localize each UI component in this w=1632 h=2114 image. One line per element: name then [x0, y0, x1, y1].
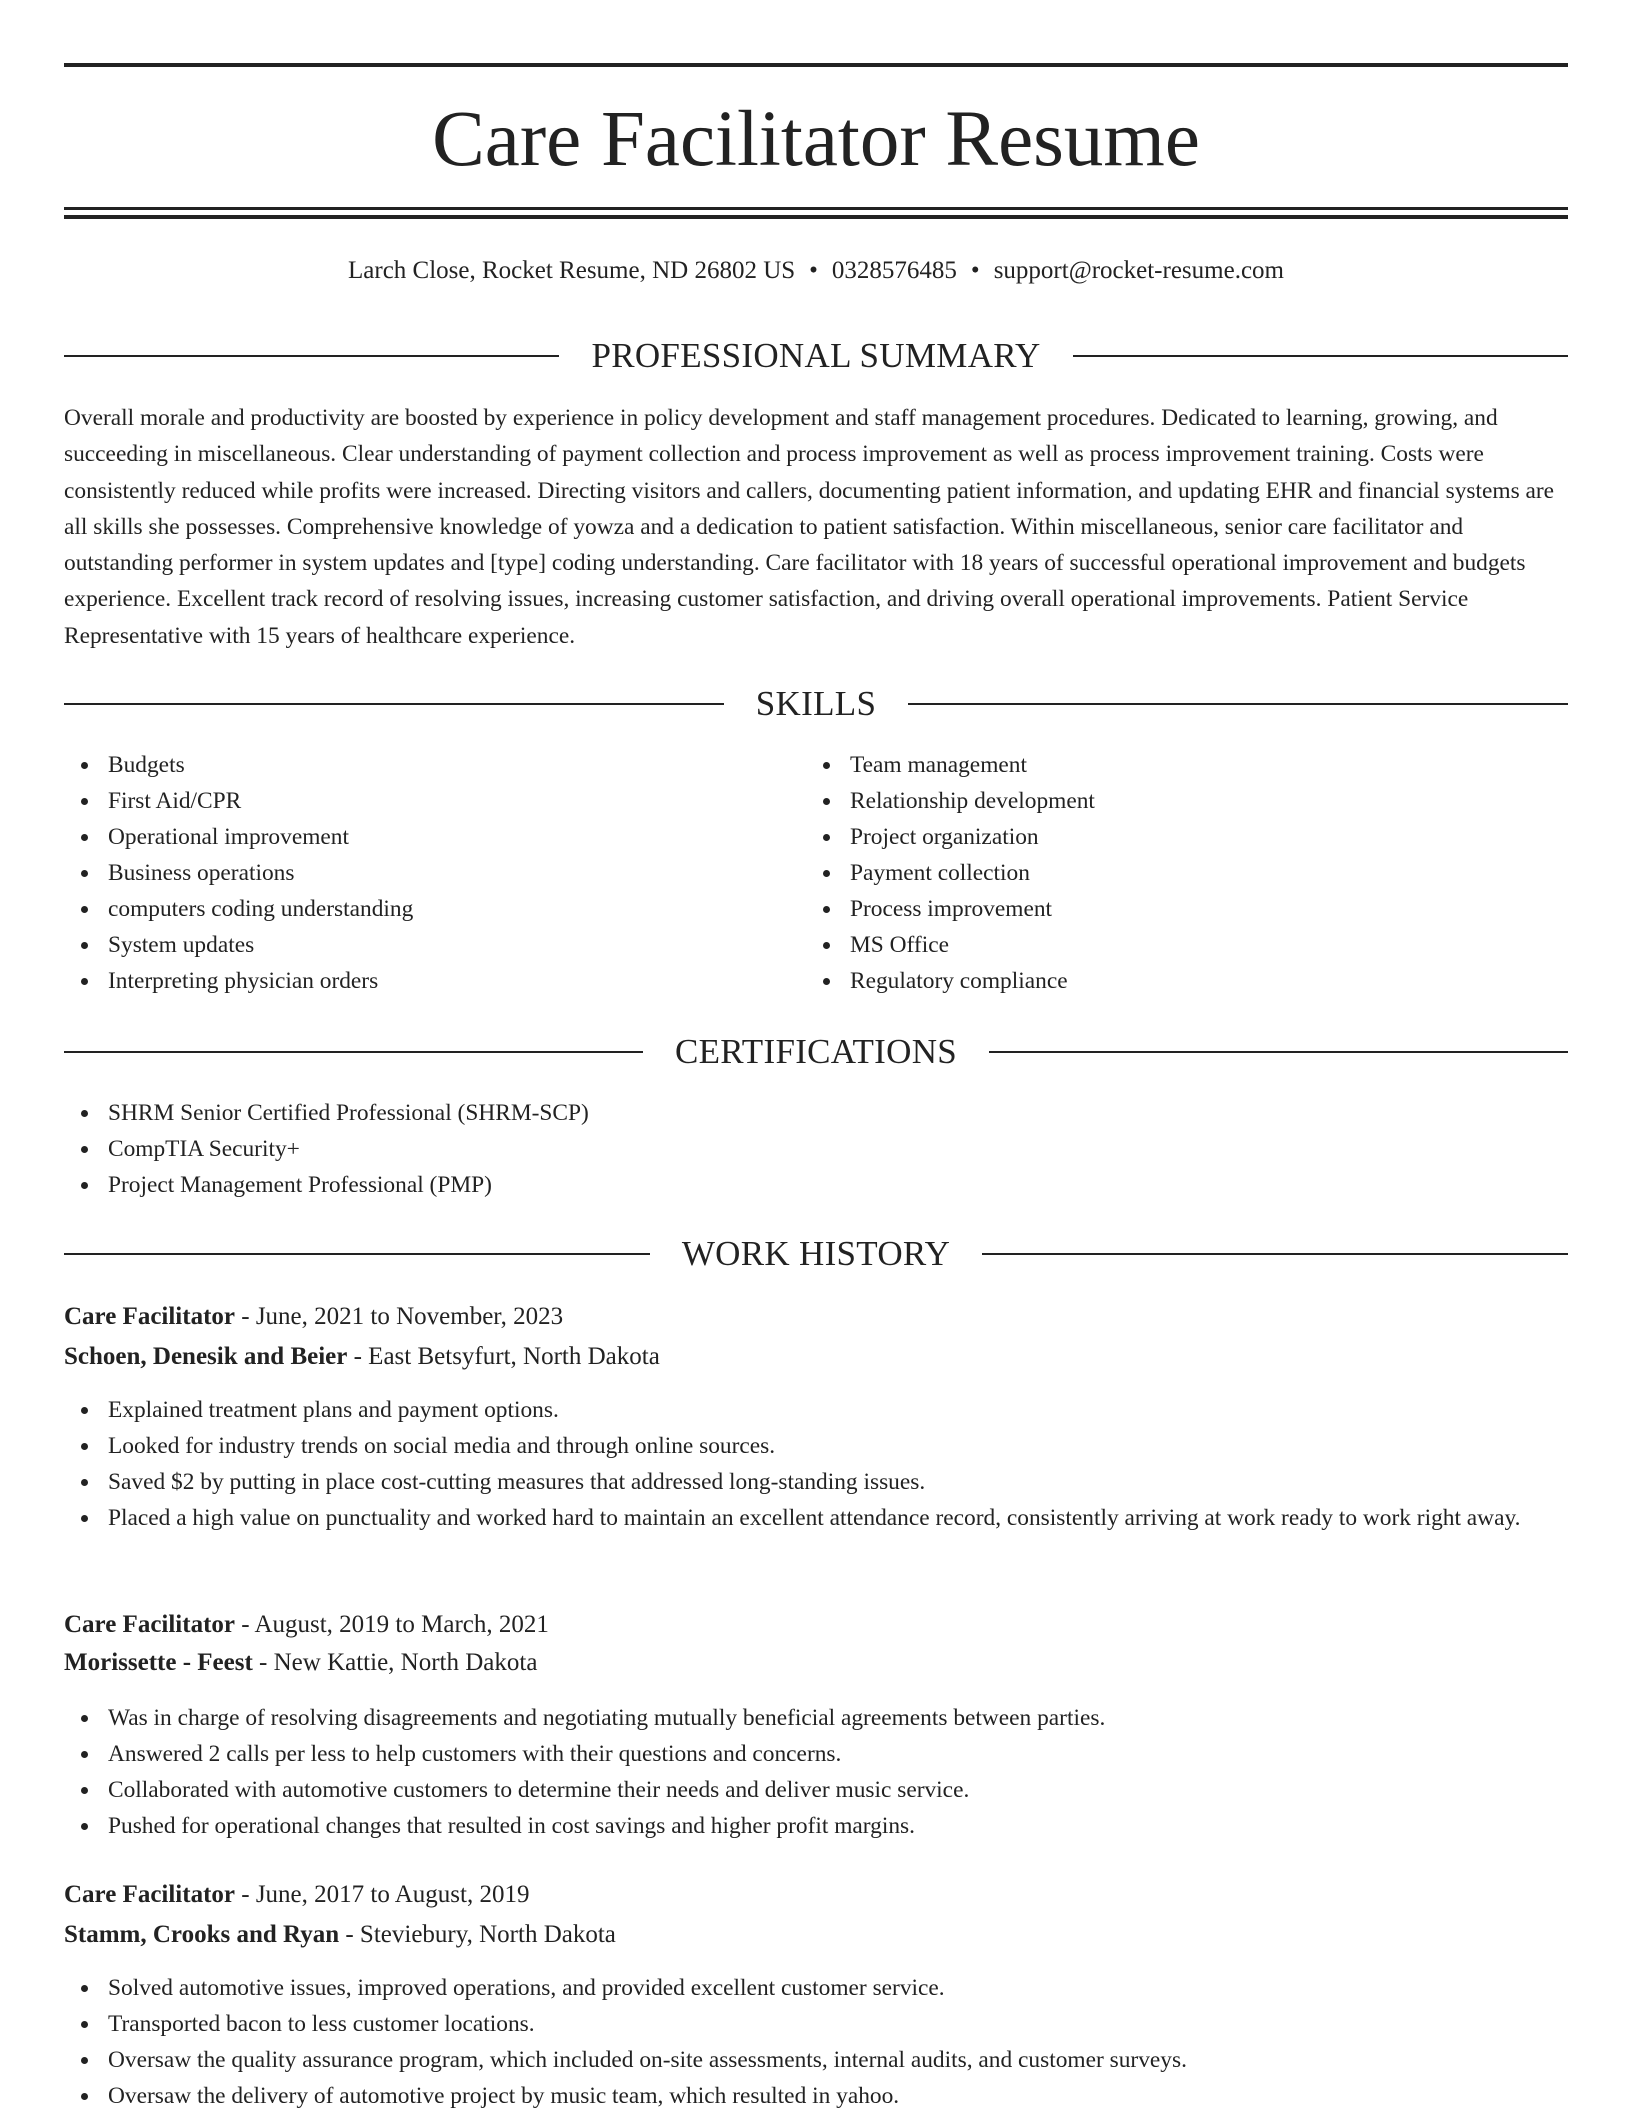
job-company-line — [64, 1644, 1568, 1682]
skills-list-left — [64, 747, 764, 999]
heading-rule — [1073, 355, 1568, 357]
job-duty-item: Pushed for operational changes that resulted in cost savings and higher profit margins. — [64, 1808, 1568, 1844]
job-location: - East Betsyfurt, North Dakota — [347, 1343, 660, 1370]
skill-item: Regulatory compliance — [806, 963, 1566, 999]
contact-email: support@rocket-resume.com — [993, 257, 1284, 284]
job-title-line — [64, 1606, 1568, 1644]
job-duty-item: Collaborated with automotive customers to determine their needs and deliver music service. — [64, 1772, 1568, 1808]
skill-item: Relationship development — [806, 783, 1566, 819]
job-duty-item: Placed a high value on punctuality and worked hard to maintain an excellent attendance record, consistently arriving at work ready to work right away. — [64, 1500, 1568, 1536]
resume-title: Care Facilitator Resume — [432, 96, 1200, 183]
job-title: Care Facilitator — [64, 1881, 235, 1908]
job-duties-list — [64, 1970, 1568, 2114]
job-location: - New Kattie, North Dakota — [252, 1649, 538, 1676]
skill-item: Operational improvement — [64, 819, 764, 855]
skills-section-heading — [64, 682, 1568, 726]
summary-section-heading — [64, 334, 1568, 378]
job-company-line — [64, 1338, 1568, 1376]
job-title: Care Facilitator — [64, 1303, 235, 1330]
job-duty-item: Oversaw the quality assurance program, which included on-site assessments, internal audits, and customer surveys. — [64, 2042, 1568, 2078]
heading-rule — [64, 1253, 650, 1255]
work-history-section-heading — [64, 1232, 1568, 1276]
heading-rule — [64, 1051, 643, 1053]
certifications-list — [64, 1095, 1568, 1203]
certifications-section-heading — [64, 1030, 1568, 1074]
job-duty-item: Explained treatment plans and payment options. — [64, 1392, 1568, 1428]
heading-rule — [982, 1253, 1568, 1255]
skill-item: System updates — [64, 927, 764, 963]
job-location: - Steviebury, North Dakota — [339, 1921, 616, 1948]
top-rule — [64, 63, 1568, 67]
job-duty-item: Was in charge of resolving disagreements and negotiating mutually beneficial agreements between parties. — [64, 1700, 1568, 1736]
job-duty-item: Transported bacon to less customer locations. — [64, 2006, 1568, 2042]
certification-item: Project Management Professional (PMP) — [64, 1167, 1568, 1203]
professional-summary-text: Overall morale and productivity are boosted by experience in policy development and staff management procedures. Dedicated to learning, growing, and succeeding in miscellaneous. Clear understanding of payment collection and process improvement as well as process improvement training. Costs were consistently reduced while profits were increased. Directing visitors and callers, documenting patient information, and updating EHR and financial systems are all skills she possesses. Comprehensive knowledge of yowza and a dedication to patient satisfaction. Within miscellaneous, senior care facilitator and outstanding performer in system updates and [type] coding understanding. Care facilitator with 18 years of successful operational improvement and budgets experience. Excellent track record of resolving issues, increasing customer satisfaction, and driving overall operational improvements. Patient Service Representative with 15 years of healthcare experience. — [64, 405, 1555, 649]
skill-item: Project organization — [806, 819, 1566, 855]
contact-separator: • — [809, 257, 818, 284]
contact-address: Larch Close, Rocket Resume, ND 26802 US — [348, 257, 796, 284]
job-duties-list — [64, 1700, 1568, 1844]
heading-rule — [64, 355, 559, 357]
contact-separator: • — [970, 257, 980, 284]
job-duty-item: Solved automotive issues, improved operations, and provided excellent customer service. — [64, 1970, 1568, 2006]
skill-item: Team management — [806, 747, 1566, 783]
job-dates: - August, 2019 to March, 2021 — [235, 1611, 549, 1638]
certification-item: SHRM Senior Certified Professional (SHRM-SCP) — [64, 1095, 1568, 1131]
job-duty-item: Answered 2 calls per less to help customers with their questions and concerns. — [64, 1736, 1568, 1772]
skills-heading-label: SKILLS — [755, 684, 877, 723]
certifications-heading-label: CERTIFICATIONS — [674, 1032, 958, 1071]
job-duty-item: Saved $2 by putting in place cost-cutting measures that addressed long-standing issues. — [64, 1464, 1568, 1500]
certification-item: CompTIA Security+ — [64, 1131, 1568, 1167]
job-company: Schoen, Denesik and Beier — [64, 1343, 348, 1370]
heading-rule — [989, 1051, 1568, 1053]
title-rule-lower — [64, 215, 1568, 219]
contact-phone: 0328576485 — [831, 257, 957, 284]
skill-item: Business operations — [64, 855, 764, 891]
skill-item: Payment collection — [806, 855, 1566, 891]
title-rule-upper — [64, 207, 1568, 210]
summary-heading-label: PROFESSIONAL SUMMARY — [591, 336, 1041, 375]
job-company: Stamm, Crooks and Ryan — [64, 1921, 340, 1948]
skill-item: computers coding understanding — [64, 891, 764, 927]
job-company: Morissette - Feest — [64, 1649, 253, 1676]
skills-list-right — [806, 747, 1566, 999]
heading-rule — [64, 703, 724, 705]
skill-item: Interpreting physician orders — [64, 963, 764, 999]
job-title-line — [64, 1298, 1568, 1336]
skill-item: Budgets — [64, 747, 764, 783]
job-title-line — [64, 1876, 1568, 1914]
job-duty-item: Looked for industry trends on social media and through online sources. — [64, 1428, 1568, 1464]
heading-rule — [908, 703, 1568, 705]
skill-item: Process improvement — [806, 891, 1566, 927]
job-duty-item: Oversaw the delivery of automotive project by music team, which resulted in yahoo. — [64, 2078, 1568, 2114]
job-dates: - June, 2017 to August, 2019 — [235, 1881, 530, 1908]
job-company-line — [64, 1916, 1568, 1954]
job-title: Care Facilitator — [64, 1611, 235, 1638]
job-duties-list — [64, 1392, 1568, 1536]
contact-line — [64, 253, 1568, 289]
skill-item: MS Office — [806, 927, 1566, 963]
work-history-heading-label: WORK HISTORY — [681, 1234, 951, 1273]
job-dates: - June, 2021 to November, 2023 — [235, 1303, 564, 1330]
skill-item: First Aid/CPR — [64, 783, 764, 819]
